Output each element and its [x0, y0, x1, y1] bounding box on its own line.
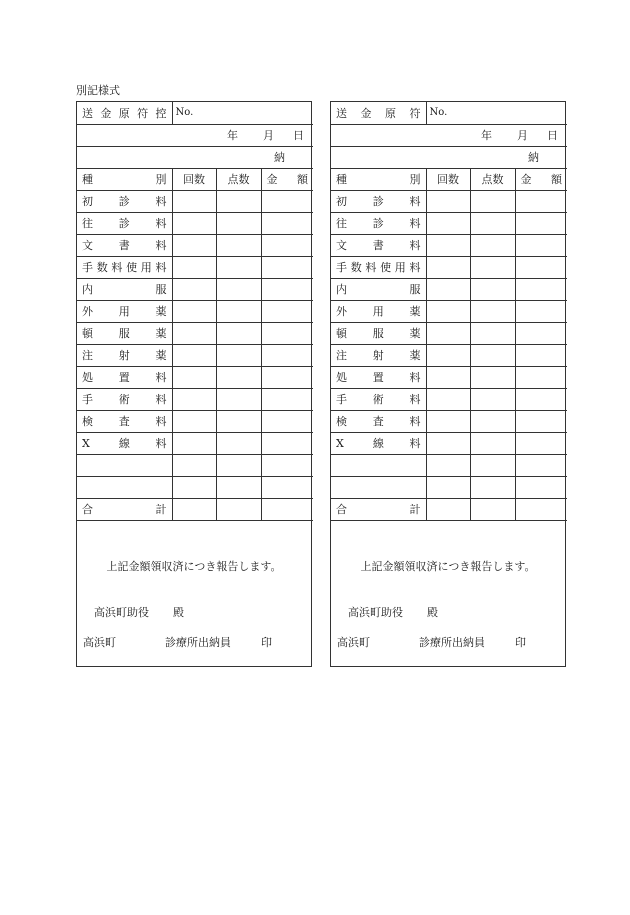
- count-cell[interactable]: [426, 366, 470, 388]
- amount-cell[interactable]: [261, 454, 313, 476]
- amount-cell[interactable]: [515, 476, 567, 498]
- fee-row: [77, 476, 313, 498]
- amount-cell[interactable]: [261, 410, 313, 432]
- count-cell[interactable]: [172, 212, 216, 234]
- fee-category: 手数料使用料: [331, 256, 426, 278]
- points-cell[interactable]: [470, 476, 515, 498]
- amount-cell[interactable]: [261, 476, 313, 498]
- points-cell[interactable]: [216, 344, 261, 366]
- addressee: 高浜町助役: [94, 606, 149, 619]
- fee-category: 往診料: [77, 212, 172, 234]
- fee-row: [77, 190, 313, 212]
- header-count: 回数: [426, 168, 470, 190]
- fee-category: 文書料: [77, 234, 172, 256]
- fee-row: [331, 212, 567, 234]
- fee-row: [77, 498, 313, 520]
- count-cell[interactable]: [426, 256, 470, 278]
- points-cell[interactable]: [470, 366, 515, 388]
- amount-cell[interactable]: [515, 300, 567, 322]
- amount-cell[interactable]: [515, 234, 567, 256]
- points-cell[interactable]: [470, 300, 515, 322]
- fee-category: 検査料: [331, 410, 426, 432]
- amount-cell[interactable]: [515, 498, 567, 520]
- count-cell[interactable]: [426, 322, 470, 344]
- points-cell[interactable]: [216, 278, 261, 300]
- addressee-line: [348, 604, 438, 620]
- amount-cell[interactable]: [261, 366, 313, 388]
- points-cell[interactable]: [216, 410, 261, 432]
- count-cell[interactable]: [172, 278, 216, 300]
- header-count: 回数: [172, 168, 216, 190]
- count-cell[interactable]: [426, 212, 470, 234]
- fee-row: [331, 498, 567, 520]
- fee-category: 内服: [77, 278, 172, 300]
- fee-row: [77, 344, 313, 366]
- day-label: 日: [547, 129, 558, 142]
- fee-row: [331, 366, 567, 388]
- fee-category: 処置料: [331, 366, 426, 388]
- count-cell[interactable]: [172, 454, 216, 476]
- report-statement: 上記金額領収済につき報告します。: [360, 560, 536, 573]
- amount-cell[interactable]: [515, 278, 567, 300]
- amount-cell[interactable]: [261, 344, 313, 366]
- count-cell[interactable]: [172, 190, 216, 212]
- amount-cell[interactable]: [261, 234, 313, 256]
- header-amount: 金 額: [515, 168, 567, 190]
- amount-cell[interactable]: [261, 498, 313, 520]
- fee-row: [77, 410, 313, 432]
- number-label: No.: [429, 107, 448, 119]
- receipt-label: 納: [528, 151, 539, 164]
- amount-cell[interactable]: [261, 256, 313, 278]
- header-category: 種 別: [77, 168, 172, 190]
- office-title: 診療所出納員: [419, 636, 485, 649]
- count-cell[interactable]: [172, 432, 216, 454]
- amount-cell[interactable]: [261, 278, 313, 300]
- slip-table: [77, 102, 313, 521]
- points-cell[interactable]: [470, 212, 515, 234]
- addressee-line: [94, 604, 184, 620]
- page-heading: 別記様式: [76, 84, 120, 97]
- fee-row: [331, 344, 567, 366]
- fee-row: [331, 388, 567, 410]
- fee-category: 処置料: [77, 366, 172, 388]
- amount-cell[interactable]: [261, 322, 313, 344]
- seal-mark: 印: [515, 636, 526, 649]
- fee-row: [331, 190, 567, 212]
- points-cell[interactable]: [216, 234, 261, 256]
- fee-category: 外用薬: [331, 300, 426, 322]
- count-cell[interactable]: [426, 344, 470, 366]
- points-cell[interactable]: [216, 454, 261, 476]
- payment-field[interactable]: [77, 146, 313, 168]
- addressee: 高浜町助役: [348, 606, 403, 619]
- count-cell[interactable]: [426, 476, 470, 498]
- amount-cell[interactable]: [261, 432, 313, 454]
- amount-cell[interactable]: [261, 190, 313, 212]
- count-cell[interactable]: [172, 256, 216, 278]
- header-points: 点数: [470, 168, 515, 190]
- count-cell[interactable]: [426, 454, 470, 476]
- fee-row: [77, 300, 313, 322]
- fee-category: 手術料: [77, 388, 172, 410]
- fee-row: [331, 410, 567, 432]
- number-field[interactable]: [426, 102, 567, 124]
- amount-cell[interactable]: [261, 212, 313, 234]
- town-name: 高浜町: [83, 636, 116, 649]
- year-label: 年: [227, 129, 238, 142]
- points-cell[interactable]: [470, 498, 515, 520]
- fee-row: [331, 322, 567, 344]
- count-cell[interactable]: [426, 388, 470, 410]
- amount-cell[interactable]: [515, 454, 567, 476]
- title-row: [331, 102, 567, 124]
- fee-row: [77, 278, 313, 300]
- points-cell[interactable]: [216, 366, 261, 388]
- fee-category: 検査料: [77, 410, 172, 432]
- fee-category: X 線料: [331, 432, 426, 454]
- receipt-row: [77, 146, 313, 168]
- fee-category: 外用薬: [77, 300, 172, 322]
- header-row: [331, 168, 567, 190]
- header-row: [77, 168, 313, 190]
- points-cell[interactable]: [470, 432, 515, 454]
- count-cell[interactable]: [426, 278, 470, 300]
- points-cell[interactable]: [216, 432, 261, 454]
- count-cell[interactable]: [426, 432, 470, 454]
- day-label: 日: [293, 129, 304, 142]
- title-row: [77, 102, 313, 124]
- count-cell[interactable]: [172, 498, 216, 520]
- fee-category: 初診料: [77, 190, 172, 212]
- fee-category: 注射薬: [77, 344, 172, 366]
- receipt-label: 納: [274, 151, 285, 164]
- points-cell[interactable]: [470, 410, 515, 432]
- points-cell[interactable]: [216, 498, 261, 520]
- slip-title: 送 金 原 符 控: [77, 102, 172, 124]
- date-row: [331, 124, 567, 146]
- signature-line: [83, 634, 303, 648]
- count-cell[interactable]: [172, 410, 216, 432]
- fee-row: [77, 234, 313, 256]
- fee-category: [331, 454, 426, 476]
- slip-table: [331, 102, 567, 521]
- fee-row: [77, 212, 313, 234]
- points-cell[interactable]: [216, 190, 261, 212]
- points-cell[interactable]: [216, 476, 261, 498]
- amount-cell[interactable]: [261, 300, 313, 322]
- points-cell[interactable]: [470, 256, 515, 278]
- month-label: 月: [263, 129, 274, 142]
- amount-cell[interactable]: [515, 344, 567, 366]
- signature-line: [337, 634, 557, 648]
- points-cell[interactable]: [216, 300, 261, 322]
- points-cell[interactable]: [470, 234, 515, 256]
- fee-row: [77, 256, 313, 278]
- fee-row: [331, 300, 567, 322]
- fee-category: [77, 454, 172, 476]
- fee-category: 文書料: [331, 234, 426, 256]
- fee-row: [77, 432, 313, 454]
- amount-cell[interactable]: [515, 432, 567, 454]
- fee-row: [331, 256, 567, 278]
- fee-category: [331, 476, 426, 498]
- count-cell[interactable]: [172, 300, 216, 322]
- points-cell[interactable]: [216, 212, 261, 234]
- receipt-row: [331, 146, 567, 168]
- points-cell[interactable]: [216, 322, 261, 344]
- amount-cell[interactable]: [515, 190, 567, 212]
- fee-category: 頓服薬: [331, 322, 426, 344]
- date-field[interactable]: [77, 124, 313, 146]
- count-cell[interactable]: [426, 190, 470, 212]
- fee-row: [77, 388, 313, 410]
- month-label: 月: [517, 129, 528, 142]
- fee-category: 内服: [331, 278, 426, 300]
- header-category: 種 別: [331, 168, 426, 190]
- points-cell[interactable]: [216, 256, 261, 278]
- amount-cell[interactable]: [515, 366, 567, 388]
- payment-field[interactable]: [331, 146, 567, 168]
- points-cell[interactable]: [470, 454, 515, 476]
- count-cell[interactable]: [172, 476, 216, 498]
- count-cell[interactable]: [426, 498, 470, 520]
- fee-category: 手術料: [331, 388, 426, 410]
- slip-title: 送 金 原 符: [331, 102, 426, 124]
- fee-row: [77, 454, 313, 476]
- salutation: 殿: [173, 606, 184, 619]
- amount-cell[interactable]: [515, 388, 567, 410]
- count-cell[interactable]: [426, 300, 470, 322]
- amount-cell[interactable]: [515, 322, 567, 344]
- fee-category: 初診料: [331, 190, 426, 212]
- year-label: 年: [481, 129, 492, 142]
- count-cell[interactable]: [426, 410, 470, 432]
- amount-cell[interactable]: [515, 212, 567, 234]
- amount-cell[interactable]: [261, 388, 313, 410]
- points-cell[interactable]: [470, 278, 515, 300]
- fee-category: 注射薬: [331, 344, 426, 366]
- points-cell[interactable]: [470, 190, 515, 212]
- count-cell[interactable]: [172, 234, 216, 256]
- fee-row: [331, 234, 567, 256]
- fee-category: [77, 476, 172, 498]
- fee-category: 往診料: [331, 212, 426, 234]
- points-cell[interactable]: [470, 322, 515, 344]
- fee-category: 合計: [77, 498, 172, 520]
- fee-row: [331, 454, 567, 476]
- count-cell[interactable]: [172, 388, 216, 410]
- points-cell[interactable]: [216, 388, 261, 410]
- date-row: [77, 124, 313, 146]
- report-section: [331, 537, 565, 666]
- number-field[interactable]: [172, 102, 313, 124]
- date-field[interactable]: [331, 124, 567, 146]
- amount-cell[interactable]: [515, 410, 567, 432]
- points-cell[interactable]: [470, 344, 515, 366]
- count-cell[interactable]: [172, 322, 216, 344]
- town-name: 高浜町: [337, 636, 370, 649]
- report-section: [77, 537, 311, 666]
- points-cell[interactable]: [470, 388, 515, 410]
- amount-cell[interactable]: [515, 256, 567, 278]
- fee-row: [331, 432, 567, 454]
- header-points: 点数: [216, 168, 261, 190]
- fee-row: [77, 366, 313, 388]
- count-cell[interactable]: [426, 234, 470, 256]
- fee-category: 手数料使用料: [77, 256, 172, 278]
- slip-copy-left: [76, 101, 312, 667]
- number-label: No.: [175, 107, 194, 119]
- seal-mark: 印: [261, 636, 272, 649]
- salutation: 殿: [427, 606, 438, 619]
- fee-row: [331, 278, 567, 300]
- count-cell[interactable]: [172, 366, 216, 388]
- office-title: 診療所出納員: [165, 636, 231, 649]
- fee-row: [77, 322, 313, 344]
- fee-category: 合計: [331, 498, 426, 520]
- slip-copy-right: [330, 101, 566, 667]
- fee-row: [331, 476, 567, 498]
- fee-category: 頓服薬: [77, 322, 172, 344]
- report-statement: 上記金額領収済につき報告します。: [106, 560, 282, 573]
- fee-category: X 線料: [77, 432, 172, 454]
- count-cell[interactable]: [172, 344, 216, 366]
- header-amount: 金 額: [261, 168, 313, 190]
